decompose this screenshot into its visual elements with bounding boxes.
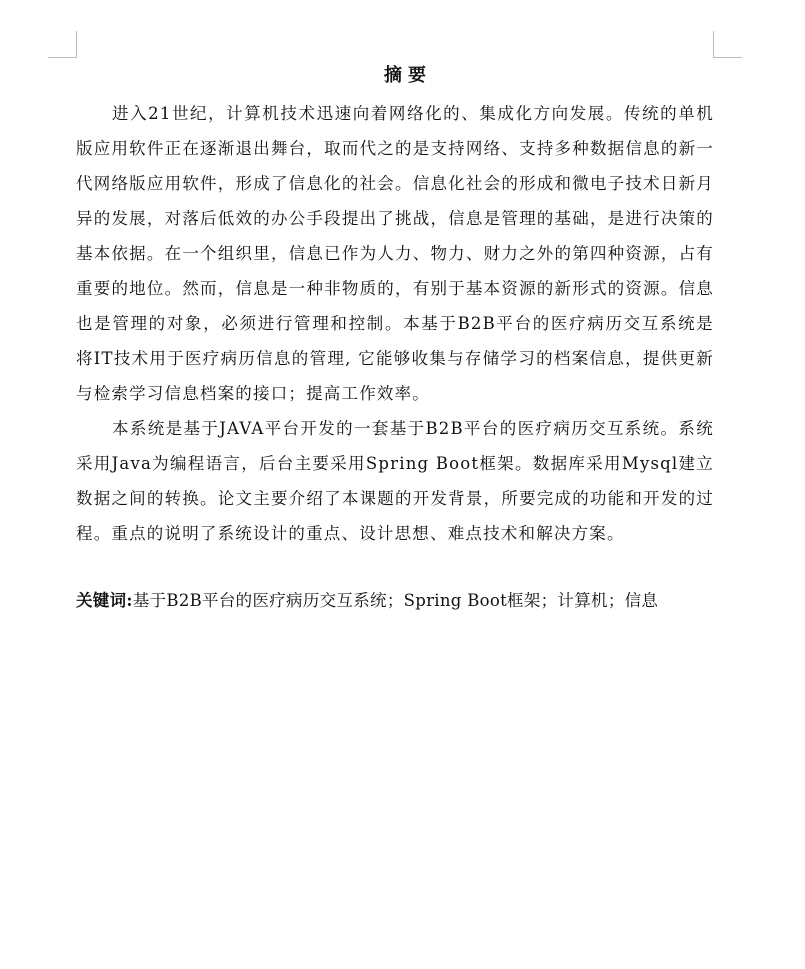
abstract-paragraph-1: 进入21世纪，计算机技术迅速向着网络化的、集成化方向发展。传统的单机版应用软件正在逐渐退出舞台，取而代之的是支持网络、支持多种数据信息的新一代网络版应用软件，形成了信息化的社会。信息化社会的形成和微电子技术日新月异的发展，对落后低效的办公手段提出了挑战，信息是管理的基础，是进行决策的基本依据。在一个组织里，信息已作为人力、物力、财力之外的第四种资源，占有重要的地位。然而，信息是一种非物质的，有别于基本资源的新形式的资源。信息也是管理的对象，必须进行管理和控制。本基于B2B平台的医疗病历交互系统是将IT技术用于医疗病历信息的管理, 它能够收集与存储学习的档案信息，提供更新与检索学习信息档案的接口；提高工作效率。: [76, 104, 714, 403]
keywords-text: 基于B2B平台的医疗病历交互系统；Spring Boot框架；计算机；信息: [132, 591, 659, 610]
keywords-line: [76, 587, 714, 615]
keywords-label: 关键词:: [76, 591, 133, 610]
corner-mark-top-right: [713, 31, 742, 58]
abstract-body: [76, 96, 714, 551]
abstract-paragraph-2: 本系统是基于JAVA平台开发的一套基于B2B平台的医疗病历交互系统。系统采用Java为编程语言，后台主要采用Spring Boot框架。数据库采用Mysql建立数据之间的转换。论文主要介绍了本课题的开发背景，所要完成的功能和开发的过程。重点的说明了系统设计的重点、设计思想、难点技术和解决方案。: [76, 419, 714, 543]
abstract-title: 摘要: [384, 65, 432, 86]
corner-mark-top-left: [48, 31, 77, 58]
